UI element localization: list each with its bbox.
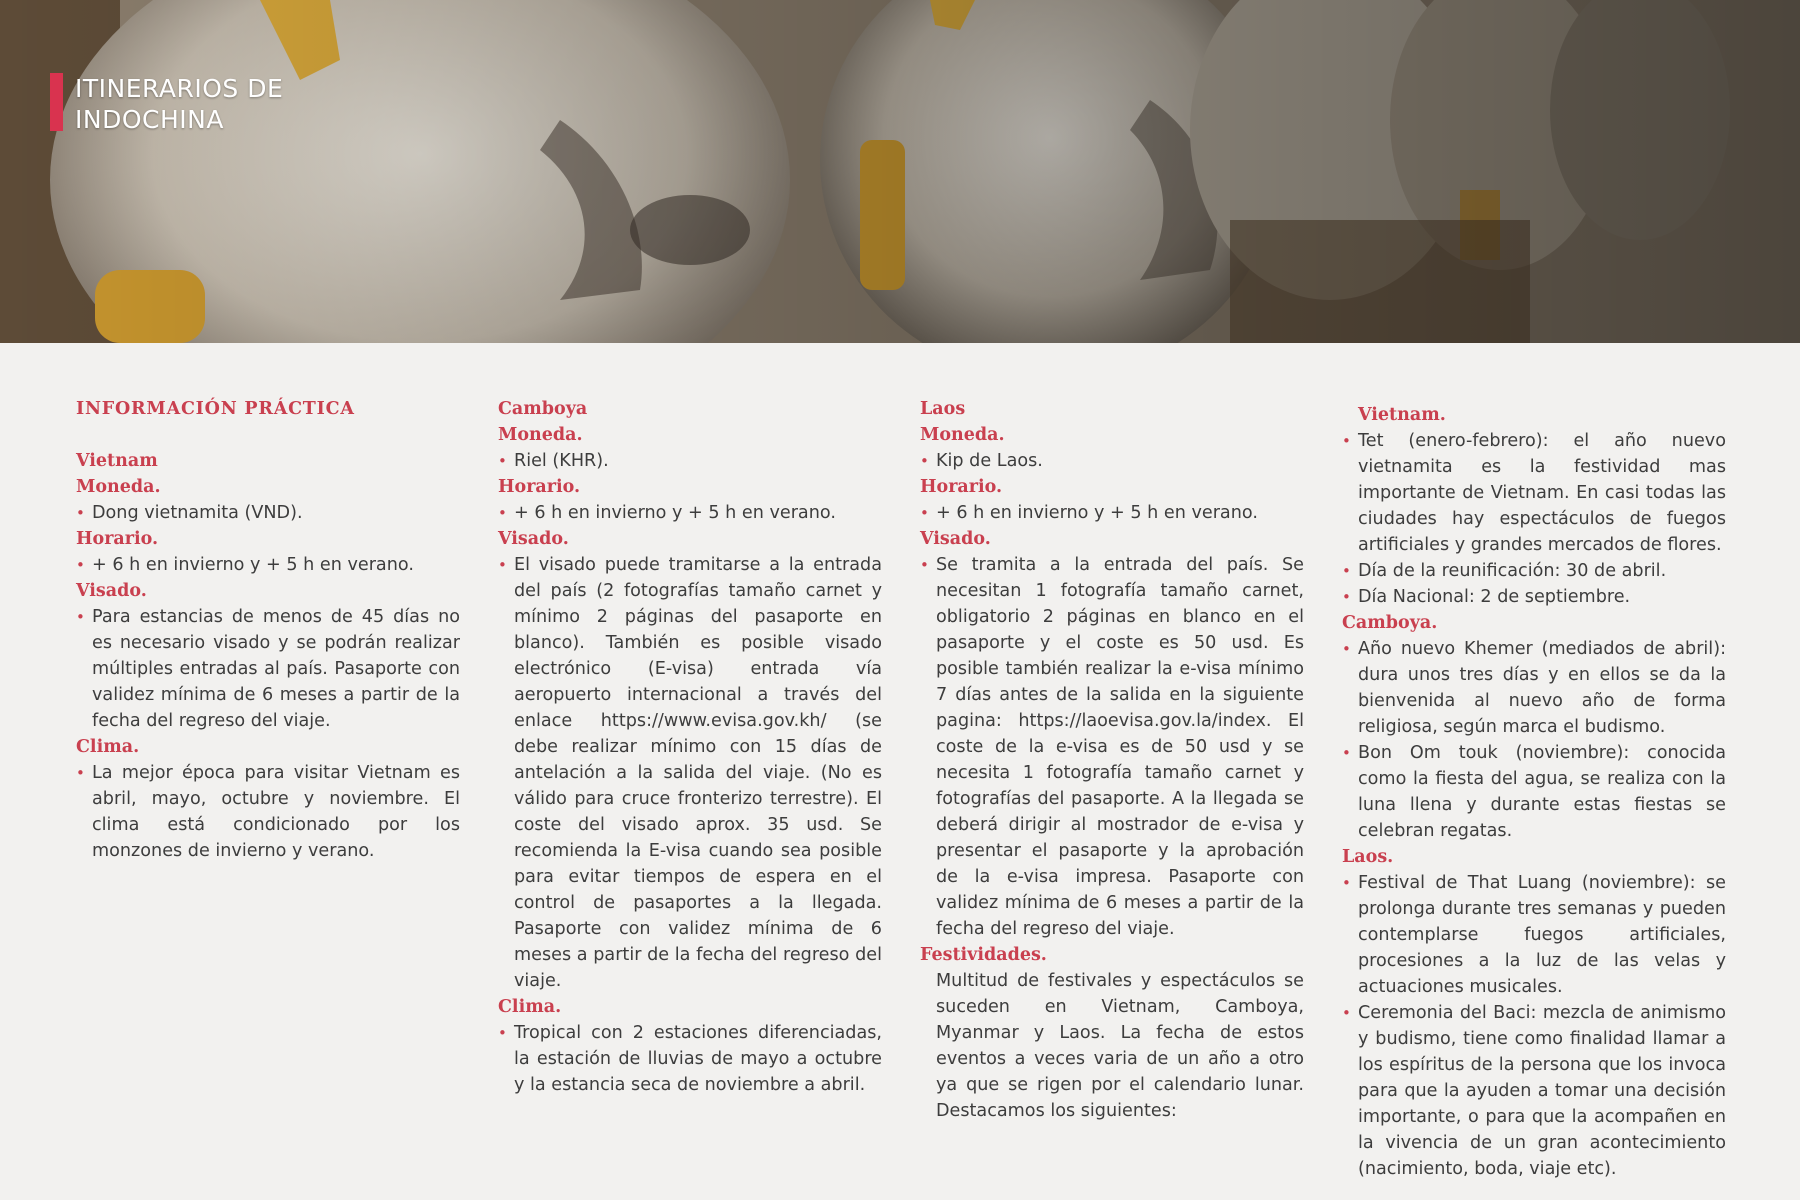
country-heading: Camboya — [498, 399, 588, 419]
currency-heading: Moneda. — [920, 425, 1005, 445]
festivities-heading: Festividades. — [920, 945, 1047, 965]
column-camboya — [498, 396, 882, 1098]
list-item: • Bon Om touk (noviembre): conocida como la fiesta del agua, se realiza con la luna llena y durante estas fiestas se celebran regatas. — [1342, 740, 1726, 844]
list-item: • Festival de That Luang (noviembre): se prolonga durante tres semanas y pueden contemplarse fuegos artificiales, procesiones a la luz de las velas y actuaciones musicales. — [1342, 870, 1726, 1000]
brand-title — [75, 73, 283, 135]
hero-photo — [0, 0, 1800, 343]
country-heading: Laos — [920, 399, 966, 419]
brand-accent-bar — [50, 73, 63, 131]
timezone-item: • + 6 h en invierno y + 5 h en verano. — [76, 552, 460, 578]
bullet-icon: • — [498, 452, 507, 470]
visa-item: • Para estancias de menos de 45 días no es necesario visado y se podrán realizar múltiples entradas al país. Pasaporte con validez mínima de 6 meses a partir de la fecha del regreso del viaje. — [76, 604, 460, 734]
timezone-heading: Horario. — [920, 477, 1003, 497]
bullet-icon: • — [1342, 640, 1351, 658]
column-festivities — [1342, 402, 1726, 1182]
bullet-icon: • — [1342, 744, 1351, 762]
timezone-heading: Horario. — [76, 529, 159, 549]
bullet-icon: • — [76, 764, 85, 782]
climate-heading: Clima. — [76, 737, 140, 757]
country-heading: Vietnam — [76, 451, 158, 471]
timezone-heading: Horario. — [498, 477, 581, 497]
bullet-icon: • — [76, 504, 85, 522]
bullet-icon: • — [76, 608, 85, 626]
bullet-icon: • — [1342, 1004, 1351, 1022]
visa-item: • El visado puede tramitarse a la entrada del país (2 fotografías tamaño carnet y mínimo 2 páginas del pasaporte en blanco). También es posible visado electrónico (E-visa) entrada vía aeropuerto internacional a través del enlace https://www.evisa.gov.kh/ (se debe realizar mínimo con 15 días de antelación a la salida del viaje. (No es válido para cruce fronterizo terrestre). El coste del visado aprox. 35 usd. Se recomienda la E-visa cuando sea posible para evitar tiempos de espera en el control de pasaportes a la llegada. Pasaporte con validez mínima de 6 meses a partir de la fecha del regreso del viaje. — [498, 552, 882, 994]
timezone-item: • + 6 h en invierno y + 5 h en verano. — [498, 500, 882, 526]
currency-heading: Moneda. — [498, 425, 583, 445]
bullet-icon: • — [498, 1024, 507, 1042]
bullet-icon: • — [920, 504, 929, 522]
festivities-intro: Multitud de festivales y espectáculos se suceden en Vietnam, Camboya, Myanmar y Laos. La fecha de estos eventos a veces varia de un año a otro ya que se rigen por el calendario lunar. Destacamos los siguientes: — [936, 971, 1304, 1121]
list-item: • Tet (enero-febrero): el año nuevo vietnamita es la festividad mas importante de Vietnam. En casi todas las ciudades hay espectáculos de fuegos artificiales y grandes mercados de flores. — [1342, 428, 1726, 558]
bullet-icon: • — [920, 556, 929, 574]
list-item: • Año nuevo Khemer (mediados de abril): dura unos tres días y en ellos se da la bienvenida al nuevo año de forma religiosa, según marca el budismo. — [1342, 636, 1726, 740]
list-item: • Día de la reunificación: 30 de abril. — [1342, 558, 1726, 584]
bullet-icon: • — [1342, 588, 1351, 606]
visa-item: • Se tramita a la entrada del país. Se necesitan 1 fotografía tamaño carnet, obligatorio 2 páginas en blanco en el pasaporte y el coste es 50 usd. Es posible también realizar la e-visa mínimo 7 días antes de la salida en la siguiente pagina: https://laoevisa.gov.la/index. El coste de la e-visa es de 50 usd y se necesita 1 fotografía tamaño carnet y fotografías del pasaporte. A la llegada se deberá dirigir al mostrador de e-visa y presentar el pasaporte y la aprobación de la e-visa impresa. Pasaporte con validez mínima de 6 meses a partir de la fecha del regreso del viaje. — [920, 552, 1304, 942]
climate-item: • Tropical con 2 estaciones diferenciadas, la estación de lluvias de mayo a octubre y la estancia seca de noviembre a abril. — [498, 1020, 882, 1098]
bullet-icon: • — [1342, 874, 1351, 892]
climate-item: • La mejor época para visitar Vietnam es abril, mayo, octubre y noviembre. El clima está condicionado por los monzones de invierno y verano. — [76, 760, 460, 864]
bullet-icon: • — [920, 452, 929, 470]
visa-heading: Visado. — [76, 581, 147, 601]
laos-fest-heading: Laos. — [1342, 847, 1394, 867]
timezone-item: • + 6 h en invierno y + 5 h en verano. — [920, 500, 1304, 526]
brand-title-line1: ITINERARIOS DE — [75, 74, 284, 103]
bullet-icon: • — [76, 556, 85, 574]
visa-heading: Visado. — [498, 529, 569, 549]
brand-title-line2: INDOCHINA — [75, 105, 224, 134]
currency-heading: Moneda. — [76, 477, 161, 497]
bullet-icon: • — [498, 556, 507, 574]
stone-faces-photo — [0, 0, 1800, 343]
list-item: • Día Nacional: 2 de septiembre. — [1342, 584, 1726, 610]
bullet-icon: • — [1342, 432, 1351, 450]
camboya-fest-heading: Camboya. — [1342, 613, 1438, 633]
brand-header — [50, 73, 283, 135]
visa-heading: Visado. — [920, 529, 991, 549]
currency-item: • Riel (KHR). — [498, 448, 882, 474]
column-laos — [920, 396, 1304, 1124]
column-vietnam — [76, 396, 460, 864]
bullet-icon: • — [498, 504, 507, 522]
list-item: • Ceremonia del Baci: mezcla de animismo y budismo, tiene como finalidad llamar a los espíritus de la persona que los invoca para que la ayuden a tomar una decisión importante, o para que la acompañen en la vivencia de un gran acontecimiento (nacimiento, boda, viaje etc). — [1342, 1000, 1726, 1182]
currency-item: • Dong vietnamita (VND). — [76, 500, 460, 526]
section-title: INFORMACIÓN PRÁCTICA — [76, 399, 355, 419]
currency-item: • Kip de Laos. — [920, 448, 1304, 474]
vietnam-fest-heading: Vietnam. — [1358, 405, 1446, 425]
climate-heading: Clima. — [498, 997, 562, 1017]
bullet-icon: • — [1342, 562, 1351, 580]
